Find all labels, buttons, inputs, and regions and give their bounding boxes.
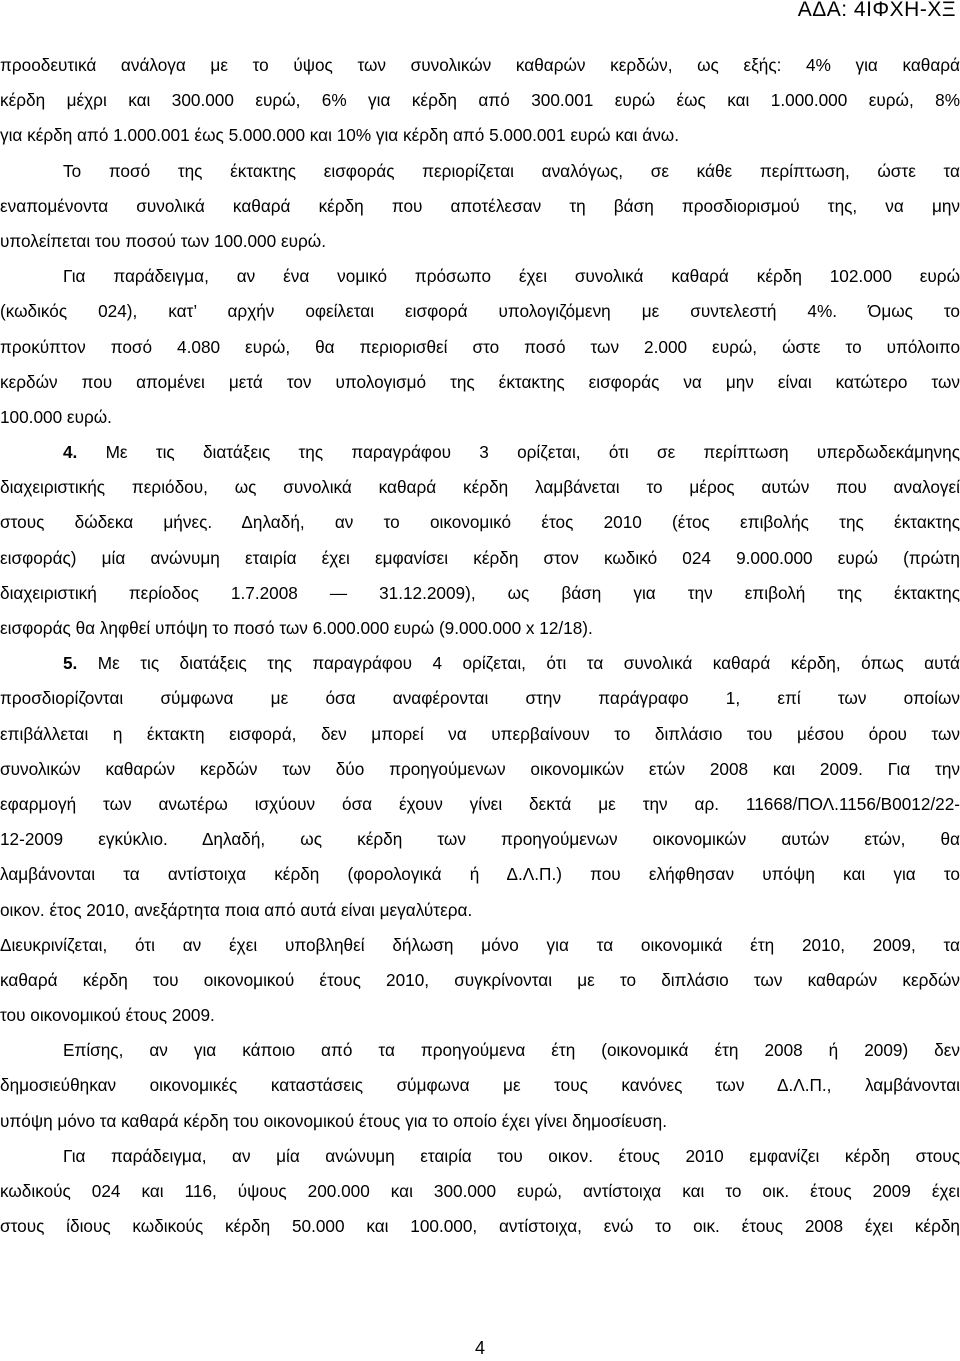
text-line: Για παράδειγμα, αν μία ανώνυμη εταιρία του οικον. έτους 2010 εμφανίζει κέρδη στους bbox=[63, 1145, 960, 1166]
text-line: για κέρδη από 1.000.001 έως 5.000.000 και 10% για κέρδη από 5.000.001 ευρώ και άνω. bbox=[0, 125, 679, 146]
text-line: δημοσιεύθηκαν οικονομικές καταστάσεις σύμφωνα με τους κανόνες των Δ.Λ.Π., λαμβάνονται bbox=[0, 1075, 960, 1096]
text-line: εισφοράς θα ληφθεί υπόψη το ποσό των 6.000.000 ευρώ (9.000.000 x 12/18). bbox=[0, 618, 593, 638]
text-line: υπόψη μόνο τα καθαρά κέρδη του οικονομικού έτους για το οποίο έχει γίνει δημοσίευση. bbox=[0, 1110, 667, 1131]
text-line: 100.000 ευρώ. bbox=[0, 406, 112, 427]
paragraph-number: 5. bbox=[63, 653, 78, 674]
text-line: Με τις διατάξεις της παραγράφου 3 ορίζεται, ότι σε περίπτωση υπερδωδεκάμηνης bbox=[77, 442, 960, 463]
text-line: Με τις διατάξεις της παραγράφου 4 ορίζεται, ότι τα συνολικά καθαρά κέρδη, όπως αυτά bbox=[77, 653, 960, 674]
text-line: επιβάλλεται η έκτακτη εισφορά, δεν μπορεί να υπερβαίνουν το διπλάσιο του μέσου όρου των bbox=[0, 723, 960, 744]
text-line: Επίσης, αν για κάποιο από τα προηγούμενα έτη (οικονομικά έτη 2008 ή 2009) δεν bbox=[63, 1040, 960, 1061]
text-line: Για παράδειγμα, αν ένα νομικό πρόσωπο έχει συνολικά καθαρά κέρδη 102.000 ευρώ bbox=[63, 266, 960, 287]
text-line: καθαρά κέρδη του οικονομικού έτους 2010, συγκρίνονται με το διπλάσιο των καθαρών κερδών bbox=[0, 969, 960, 990]
text-line: οικον. έτος 2010, ανεξάρτητα ποια από αυτά είναι μεγαλύτερα. bbox=[0, 899, 473, 920]
text-line: κέρδη μέχρι και 300.000 ευρώ, 6% για κέρδη από 300.001 ευρώ έως και 1.000.000 ευρώ, 8% bbox=[0, 90, 960, 111]
paragraph-5-first-line bbox=[0, 646, 960, 681]
text-line: συνολικών καθαρών κερδών των δύο προηγούμενων οικονομικών ετών 2008 και 2009. Για την bbox=[0, 758, 960, 779]
text-line: στους ίδιους κωδικούς κέρδη 50.000 και 100.000, αντίστοιχα, ενώ το οικ. έτους 2008 έχει κέρδη bbox=[0, 1216, 960, 1237]
text-line: στους δώδεκα μήνες. Δηλαδή, αν το οικονομικό έτος 2010 (έτος επιβολής της έκτακτης bbox=[0, 512, 960, 533]
document-body bbox=[0, 48, 960, 1244]
text-line: διαχειριστικής περιόδου, ως συνολικά καθαρά κέρδη λαμβάνεται το μέρος αυτών που αναλογεί bbox=[0, 477, 960, 498]
text-line: υπολείπεται του ποσού των 100.000 ευρώ. bbox=[0, 230, 326, 251]
paragraph-4-first-line bbox=[0, 435, 960, 470]
text-line: Διευκρινίζεται, ότι αν έχει υποβληθεί δήλωση μόνο για τα οικονομικά έτη 2010, 2009, τα bbox=[0, 934, 960, 955]
text-line: διαχειριστική περίοδος 1.7.2008 — 31.12.2009), ως βάση για την επιβολή της έκτακτης bbox=[0, 582, 960, 603]
text-line: κωδικούς 024 και 116, ύψους 200.000 και 300.000 ευρώ, αντίστοιχα και το οικ. έτους 2009 έχει bbox=[0, 1181, 960, 1201]
paragraph-number: 4. bbox=[63, 442, 78, 463]
text-line: εφαρμογή των ανωτέρω ισχύουν όσα έχουν γίνει δεκτά με την αρ. 11668/ΠΟΛ.1156/Β0012/22- bbox=[0, 793, 960, 814]
text-line: προοδευτικά ανάλογα με το ύψος των συνολικών καθαρών κερδών, ως εξής: 4% για καθαρά bbox=[0, 55, 960, 75]
text-line: 12-2009 εγκύκλιο. Δηλαδή, ως κέρδη των προηγούμενων οικονομικών αυτών ετών, θα bbox=[0, 829, 960, 850]
text-line: εναπομένοντα συνολικά καθαρά κέρδη που αποτέλεσαν τη βάση προσδιορισμού της, να μην bbox=[0, 195, 960, 216]
text-line: προκύπτον ποσό 4.080 ευρώ, θα περιορισθεί στο ποσό των 2.000 ευρώ, ώστε το υπόλοιπο bbox=[0, 336, 960, 357]
text-line: κερδών που απομένει μετά τον υπολογισμό της έκτακτης εισφοράς να μην είναι κατώτερο των bbox=[0, 371, 960, 392]
text-line: εισφοράς) μία ανώνυμη εταιρία έχει εμφανίσει κέρδη στον κωδικό 024 9.000.000 ευρώ (πρώτη bbox=[0, 547, 960, 568]
text-line: λαμβάνονται τα αντίστοιχα κέρδη (φορολογικά ή Δ.Λ.Π.) που ελήφθησαν υπόψη και για το bbox=[0, 864, 960, 885]
text-line: (κωδικός 024), κατ’ αρχήν οφείλεται εισφορά υπολογιζόμενη με συντελεστή 4%. Όμως το bbox=[0, 301, 960, 322]
text-line: Το ποσό της έκτακτης εισφοράς περιορίζεται αναλόγως, σε κάθε περίπτωση, ώστε τα bbox=[63, 160, 960, 181]
ada-code: ΑΔΑ: 4ΙΦΧΗ-ΧΞ bbox=[797, 0, 956, 21]
page-number: 4 bbox=[474, 1338, 485, 1358]
text-line: του οικονομικού έτους 2009. bbox=[0, 1005, 215, 1026]
text-line: προσδιορίζονται σύμφωνα με όσα αναφέρονται στην παράγραφο 1, επί των οποίων bbox=[0, 688, 960, 709]
